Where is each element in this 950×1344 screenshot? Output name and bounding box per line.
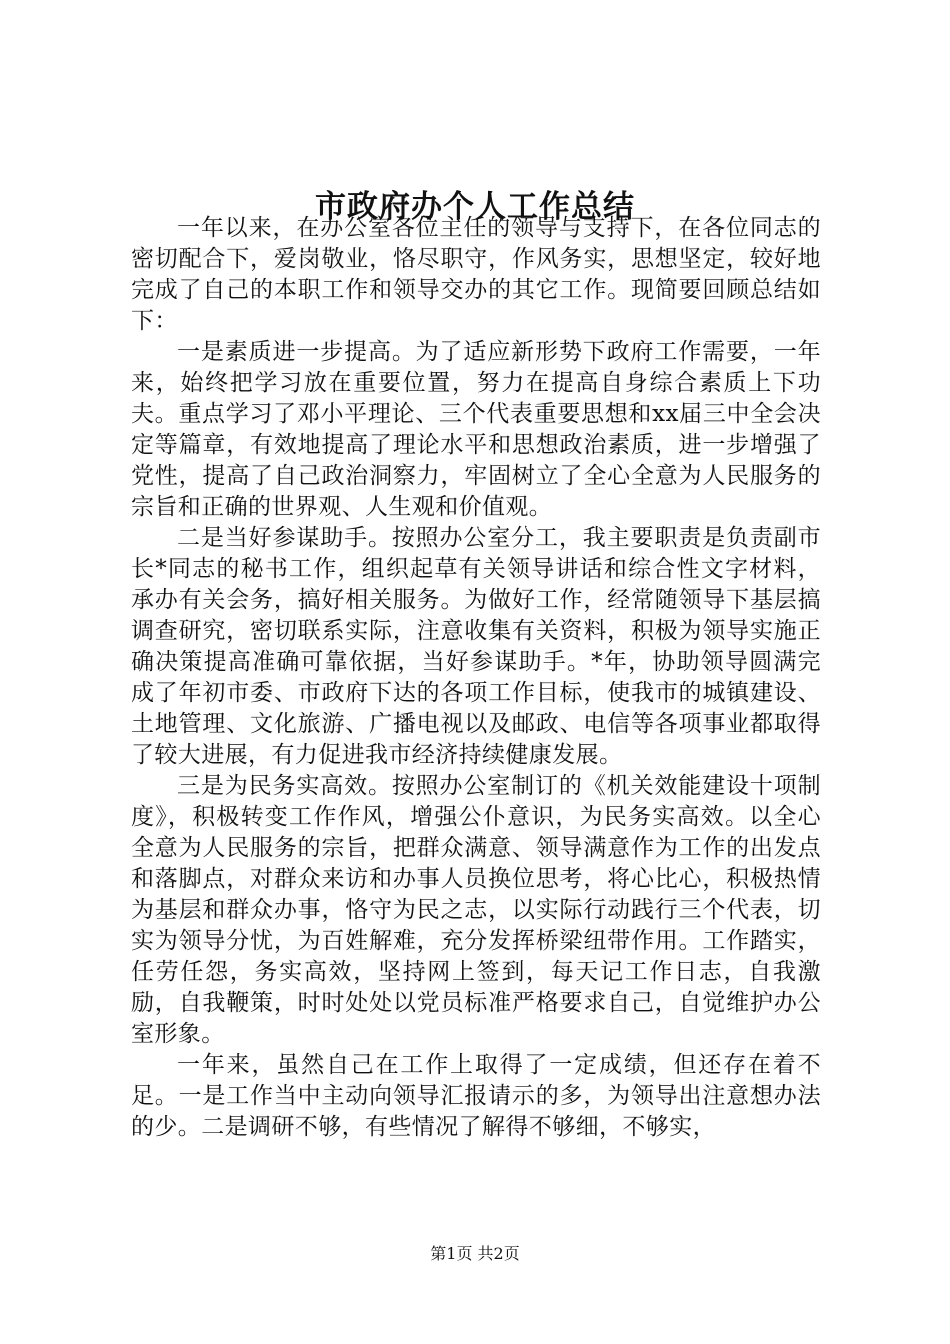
document-body [131, 213, 821, 1143]
document-title: 市政府办个人工作总结 [315, 189, 635, 225]
paragraph-quality: 一是素质进一步提高。为了适应新形势下政府工作需要，一年来，始终把学习放在重要位置，努力在提高自身综合素质上下功夫。重点学习了邓小平理论、三个代表重要思想和xx届三中全会决定等篇章，有效地提高了理论水平和思想政治素质，进一步增强了党性，提高了自己政治洞察力，牢固树立了全心全意为人民服务的宗旨和正确的世界观、人生观和价值观。 [131, 339, 821, 520]
paragraph-shortcomings: 一年来，虽然自己在工作上取得了一定成绩，但还存在着不足。一是工作当中主动向领导汇报请示的多，为领导出注意想办法的少。二是调研不够，有些情况了解得不够细，不够实， [131, 1052, 821, 1140]
paragraph-service: 三是为民务实高效。按照办公室制订的《机关效能建设十项制度》，积极转变工作作风，增强公仆意识，为民务实高效。以全心全意为人民服务的宗旨，把群众满意、领导满意作为工作的出发点和落脚点，对群众来访和办事人员换位思考，将心比心，积极热情为基层和群众办事，恪守为民之志，以实际行动践行三个代表，切实为领导分忧，为百姓解难，充分发挥桥梁纽带作用。工作踏实，任劳任怨，务实高效，坚持网上签到，每天记工作日志，自我激励，自我鞭策，时时处处以党员标准严格要求自己，自觉维护办公室形象。 [131, 773, 821, 1047]
paragraph-intro: 一年以来，在办公室各位主任的领导与支持下，在各位同志的密切配合下，爱岗敬业，恪尽职守，作风务实，思想坚定，较好地完成了自己的本职工作和领导交办的其它工作。现简要回顾总结如下： [131, 215, 821, 334]
page-footer: 第1页 共2页 [430, 1244, 520, 1263]
paragraph-assistant: 二是当好参谋助手。按照办公室分工，我主要职责是负责副市长*同志的秘书工作，组织起草有关领导讲话和综合性文字材料，承办有关会务，搞好相关服务。为做好工作，经常随领导下基层搞调查研究，密切联系实际，注意收集有关资料，积极为领导实施正确决策提高准确可靠依据，当好参谋助手。*年，协助领导圆满完成了年初市委、市政府下达的各项工作目标，使我市的城镇建设、土地管理、文化旅游、广播电视以及邮政、电信等各项事业都取得了较大进展，有力促进我市经济持续健康发展。 [131, 525, 821, 768]
